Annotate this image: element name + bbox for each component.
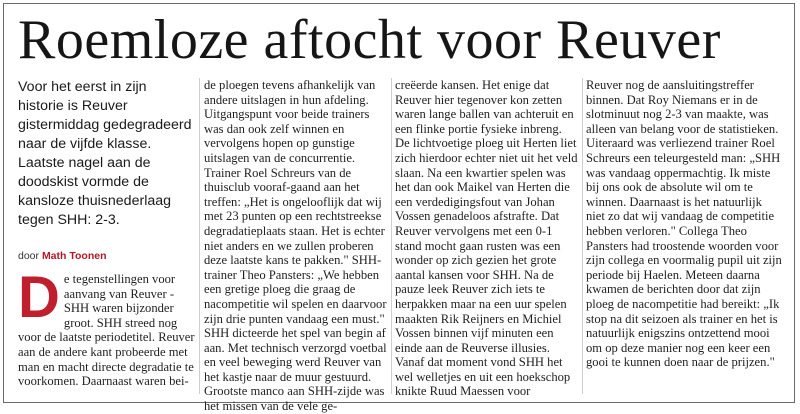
column-1 xyxy=(18,78,196,230)
byline-prefix: door xyxy=(18,250,40,262)
column-divider xyxy=(582,78,583,394)
column-divider xyxy=(391,78,392,394)
newspaper-clipping xyxy=(3,3,795,414)
column-divider xyxy=(199,78,200,394)
body-text-1: e tegenstellingen voor aanvang van Reuver - SHH waren bijzonder groot. SHH streed nog voor de laatste periodetitel. Reuver aan de andere kant probeerde met man en macht directe degradatie te voorkomen. Daarnaast waren bei- xyxy=(18,272,195,389)
drop-cap: D xyxy=(18,265,60,330)
lead-paragraph: Voor het eerst in zijn historie is Reuver gistermiddag gedegradeerd naar de vijfde klasse. Laatste nagel aan de doodskist vormde de kansloze thuisnederlaag tegen SHH: 2-3. xyxy=(18,79,192,228)
byline xyxy=(18,250,106,262)
body-paragraph xyxy=(18,265,196,389)
body-text-4: Reuver nog de aansluitingstreffer binnen. Dat Roy Niemans er in de slotminuut nog 2-3 van maakte, was alleen van belang voor de statistieken. Uiteraard was verliezend trainer Roel Schreurs een teleurgesteld man: „SHH was vandaag oppermachtig. Ik miste bij ons ook de absolute wil om te winnen. Daarnaast is het natuurlijk niet zo dat wij vandaag de competitie hebben verloren." Collega Theo Pansters had troostende woorden voor zijn collega en voormalig pupil uit zijn periode bij Haelen. Meteen daarna kwamen de berichten door dat zijn ploeg de nacompetitie had bereikt: „Ik stop na dit seizoen als trainer en het is natuurlijk enigszins ontzettend mooi om op deze manier nog een keer een gooi te kunnen doen naar de prijzen." xyxy=(586,78,782,370)
column-4 xyxy=(586,78,782,370)
body-text-3: creëerde kansen. Het enige dat Reuver hier tegenover kon zetten waren lange ballen van achteruit en een flinke portie fysieke inbreng. De lichtvoetige ploeg uit Herten liet zich hierdoor echter niet uit het veld slaan. Na een kwartier spelen was het dan ook Maikel van Herten die een verdedigingsfout van Johan Vossen genadeloos afstrafte. Dat Reuver vervolgens met een 0-1 stand mocht gaan rusten was een wonder op zich gezien het grote aantal kansen voor SHH. Na de pauze leek Reuver zich iets te herpakken maar na een uur spelen maakten Rik Reijners en Michiel Vossen binnen vijf minuten een einde aan de Reuverse illusies. Vanaf dat moment vond SHH het wel welletjes en uit een hoekschop knikte Ruud Maessen voor xyxy=(395,78,578,399)
author-name: Math Toonen xyxy=(41,250,107,262)
column-2 xyxy=(204,78,388,414)
headline: Roemloze aftocht voor Reuver xyxy=(18,9,721,71)
column-3 xyxy=(395,78,579,399)
column-1-body xyxy=(18,265,196,389)
body-text-2: de ploegen tevens afhankelijk van andere uitslagen in hun afdeling. Uitgangspunt voor beide trainers was dan ook zelf winnen en vervolgens hopen op gunstige uitslagen van de concurrentie. Trainer Roel Schreurs van de thuisclub vooraf-gaand aan het treffen: „Het is ongelooflijk dat wij met 23 punten op een rechtstreekse degradatieplaats staan. Het is echter niet anders en we zullen proberen deze laatste kans te pakken." SHH-trainer Theo Pansters: „We hebben een gretige ploeg die graag de nacompetitie wil spelen en daarvoor zijn drie punten vandaag een must." SHH dicteerde het spel van begin af aan. Met technisch verzorgd voetbal en veel beweging werd Reuver van het kastje naar de muur gestuurd. Grootste manco aan SHH-zijde was het missen van de vele ge- xyxy=(204,78,387,414)
